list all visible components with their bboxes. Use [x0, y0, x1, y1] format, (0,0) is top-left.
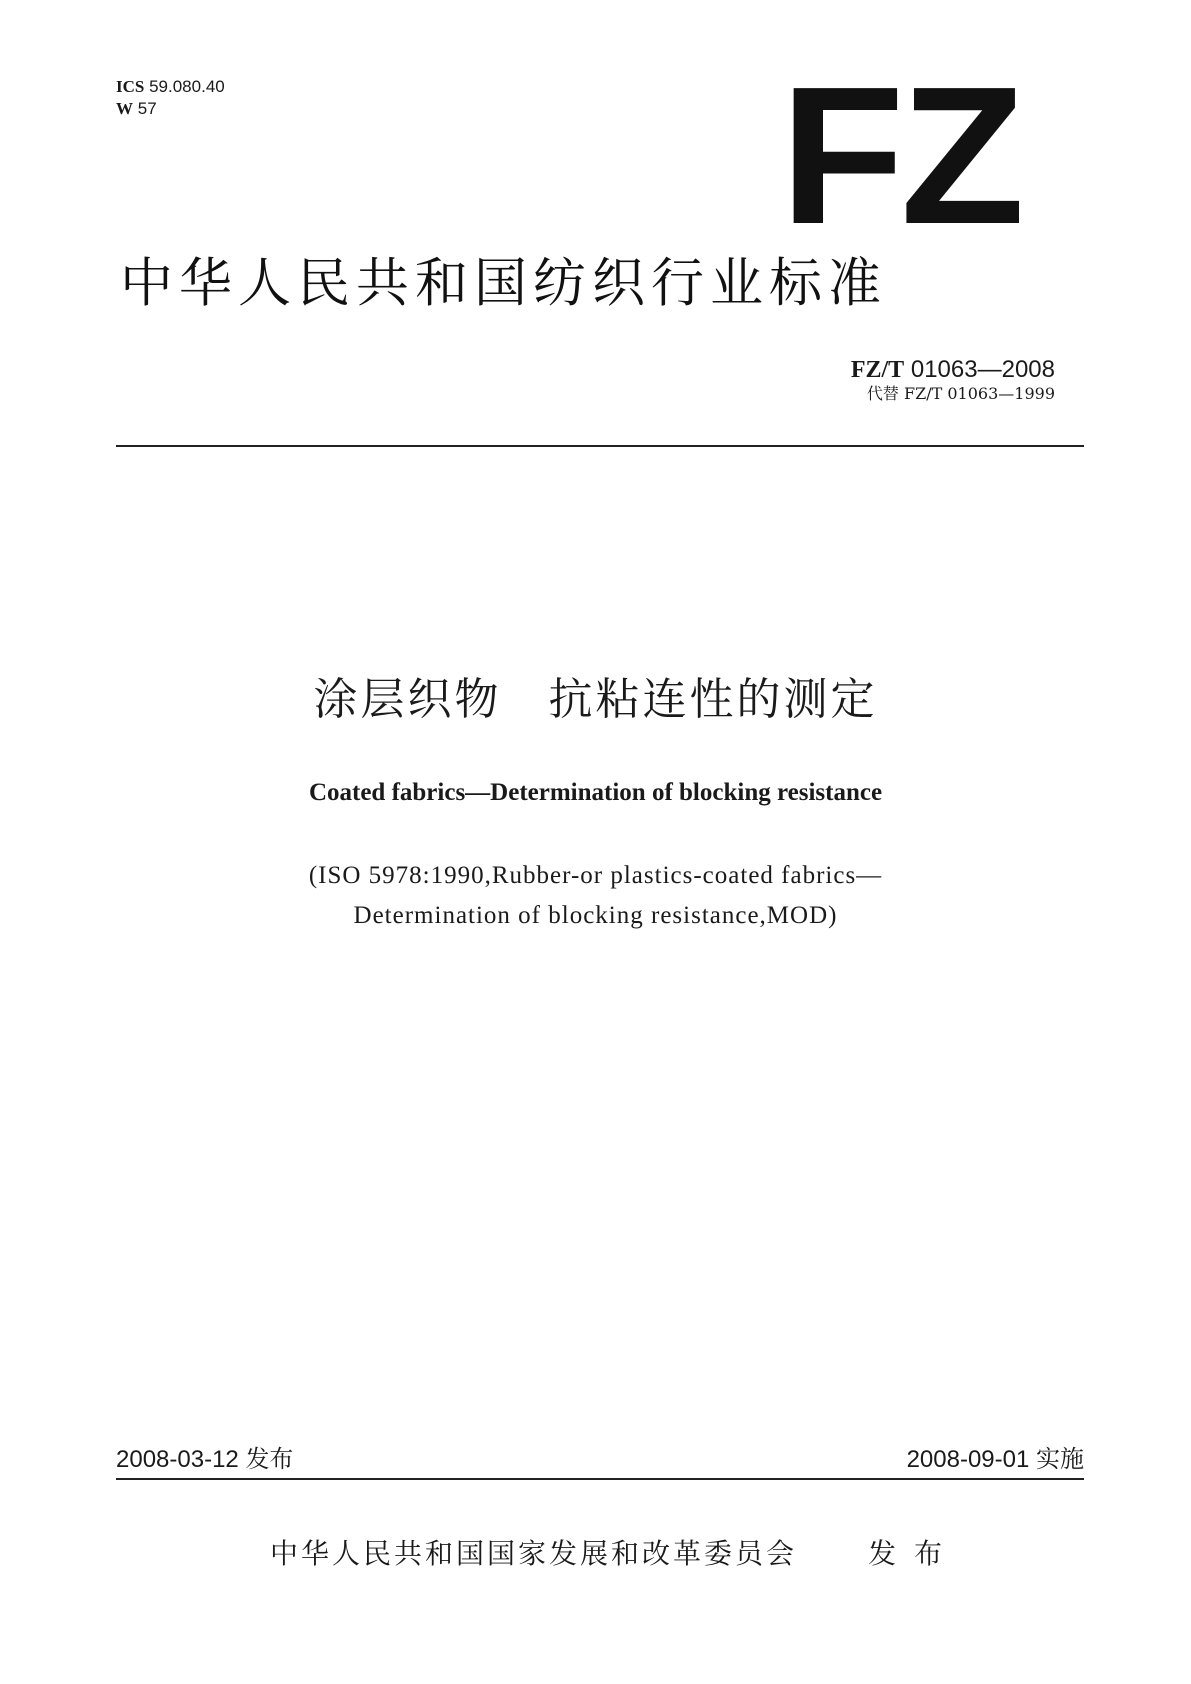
iso-reference-line-1: (ISO 5978:1990,Rubber-or plastics-coated fabrics— [308, 862, 883, 889]
effective-date [907, 1444, 1084, 1475]
ccs-value: 57 [137, 99, 157, 118]
publisher-name: 中华人民共和国国家发展和改革委员会 [270, 1537, 798, 1570]
iso-reference [0, 856, 1191, 936]
standard-code-block [851, 356, 1055, 404]
issue-date [116, 1444, 293, 1475]
issue-date-label: 发布 [245, 1445, 294, 1473]
effective-date-value: 2008-09-01 [906, 1446, 1030, 1473]
standard-code-prefix: FZ/T [850, 357, 905, 383]
standard-title: 中华人民共和国纺织行业标准 [120, 253, 887, 314]
publish-label: 发布 [868, 1537, 961, 1570]
fz-logo: FZ [780, 46, 1021, 265]
replaces-code: 代替 FZ/T 01063—1999 [866, 384, 1055, 403]
ics-label: ICS [116, 77, 145, 96]
standard-code [851, 356, 1055, 384]
ics-value: 59.080.40 [149, 77, 225, 96]
standard-code-number: 01063—2008 [910, 356, 1055, 383]
document-title-en: Coated fabrics—Determination of blocking resistance [308, 779, 883, 806]
bottom-divider [116, 1478, 1084, 1480]
top-divider [116, 445, 1084, 447]
ccs-label: W [116, 99, 133, 118]
effective-date-label: 实施 [1036, 1445, 1084, 1473]
iso-reference-line-2: Determination of blocking resistance,MOD) [353, 902, 838, 929]
ccs-code [116, 98, 225, 120]
document-title-cn: 涂层织物 抗粘连性的测定 [313, 674, 878, 725]
ics-code [116, 76, 225, 98]
classification-codes [116, 76, 225, 120]
issue-date-value: 2008-03-12 [116, 1446, 239, 1473]
